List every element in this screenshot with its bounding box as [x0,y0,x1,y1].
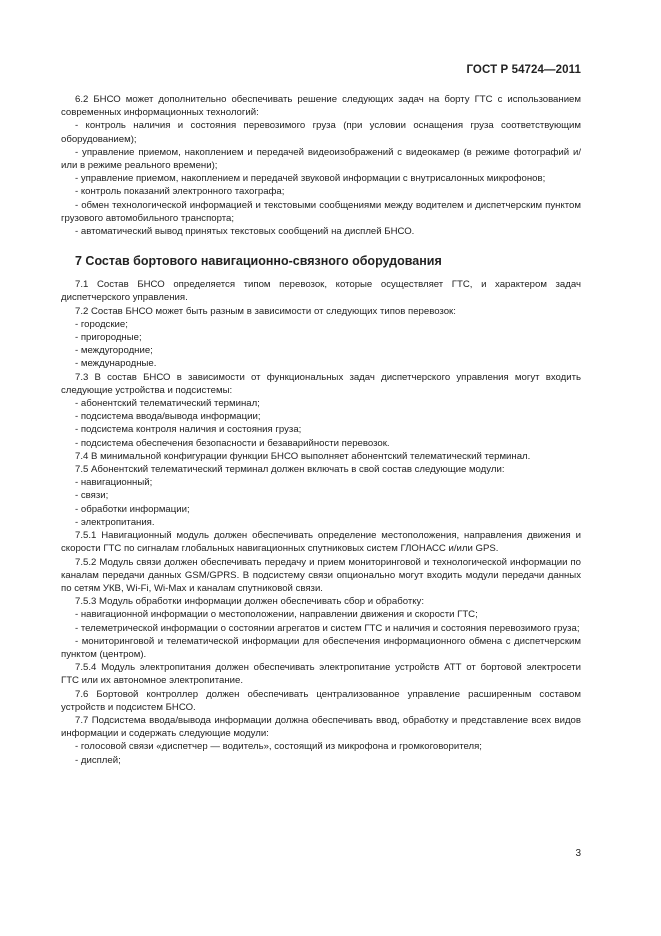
paragraph: - навигационный; [75,477,153,489]
paragraph: 7.3 В состав БНСО в зависимости от функциональных задач диспетчерского управления могут входить следующие устройства и подсистемы: [61,371,581,396]
paragraph: - контроль показаний электронного тахографа; [75,186,285,198]
paragraph: 7.6 Бортовой контроллер должен обеспечивать централизованное управление расширенным составом устройств и подсистем БНСО. [61,688,581,713]
page-header: ГОСТ Р 54724—2011 [466,64,581,76]
paragraph: - пригородные; [75,332,142,344]
paragraph: - обмен технологической информацией и текстовыми сообщениями между водителем и диспетчерским пунктом грузового автомобильного транспорта; [61,199,581,224]
paragraph: 7.7 Подсистема ввода/вывода информации должна обеспечивать ввод, обработку и представление всех видов информации и содержать следующие модули: [61,714,581,740]
paragraph: - автоматический вывод принятых текстовых сообщений на дисплей БНСО. [75,226,415,238]
paragraph: - дисплей; [75,754,121,766]
paragraph: - управление приемом, накоплением и передачей видеоизображений с видеокамер (в режиме фотографий и/или в режиме реального времени); [61,146,581,172]
section-6-continuation [61,93,581,238]
paragraph: - связи; [75,490,109,502]
paragraph: - международные. [75,358,157,370]
paragraph: 7.5.3 Модуль обработки информации должен обеспечивать сбор и обработку: [75,596,425,608]
paragraph: - управление приемом, накоплением и передачей звуковой информации с внутрисалонных микрофонов; [75,173,546,185]
paragraph: 7.4 В минимальной конфигурации функции БНСО выполняет абонентский телематический терминал. [75,450,531,462]
section-7-body [61,278,581,767]
paragraph: - обработки информации; [75,503,190,515]
paragraph: 7.5.1 Навигационный модуль должен обеспечивать определение местоположения, направления движения и скорости ГТС по сигналам глобальных навигационных спутниковых систем ГЛОНАСС и/или GPS. [61,530,581,555]
paragraph: - голосовой связи «диспетчер — водитель», состоящий из микрофона и громкоговорителя; [75,741,482,753]
page-number: 3 [575,848,581,859]
paragraph: 7.5.4 Модуль электропитания должен обеспечивать электропитание устройств АТТ от бортовой электросети ГТС или их автономное электропитание. [61,662,581,687]
paragraph: - подсистема ввода/вывода информации; [75,411,261,423]
paragraph: 7.5.2 Модуль связи должен обеспечивать передачу и прием мониторинговой и технологической информации по каналам передачи данных GSM/GPRS. В подсистему связи опционально могут входить модули передачи данных по сетям УКВ, Wi-Fi, Wi-Max и каналам спутниковой связи. [61,556,581,594]
document-body [61,93,581,767]
paragraph: 7.5 Абонентский телематический терминал должен включать в свой состав следующие модули: [75,464,505,476]
paragraph: - навигационной информации о местоположении, направлении движения и скорости ГТС; [75,609,478,621]
paragraph: - телеметрической информации о состоянии агрегатов и систем ГТС и наличия и состояния перевозимого груза; [75,622,580,634]
paragraph: - мониторинговой и телематической информации для обеспечения информационного обмена с диспетчерским пунктом (центром). [61,635,581,660]
paragraph: - подсистема обеспечения безопасности и безаварийности перевозок. [75,437,390,449]
paragraph: - подсистема контроля наличия и состояния груза; [75,424,302,436]
paragraph: - контроль наличия и состояния перевозимого груза (при условии оснащения груза соответствующим оборудованием); [61,120,581,145]
paragraph: 7.2 Состав БНСО может быть разным в зависимости от следующих типов перевозок: [75,305,456,317]
paragraph: - абонентский телематический терминал; [75,398,260,410]
paragraph: - городские; [75,318,128,330]
section-7-title: 7 Состав бортового навигационно-связного оборудования [75,254,442,269]
paragraph: - междугородние; [75,345,153,357]
paragraph: 7.1 Состав БНСО определяется типом перевозок, которые осуществляет ГТС, и характером задач диспетчерского управления. [61,279,581,304]
paragraph: 6.2 БНСО может дополнительно обеспечивать решение следующих задач на борту ГТС с использованием современных информационных технологий: [61,94,581,119]
paragraph: - электропитания. [75,516,155,528]
